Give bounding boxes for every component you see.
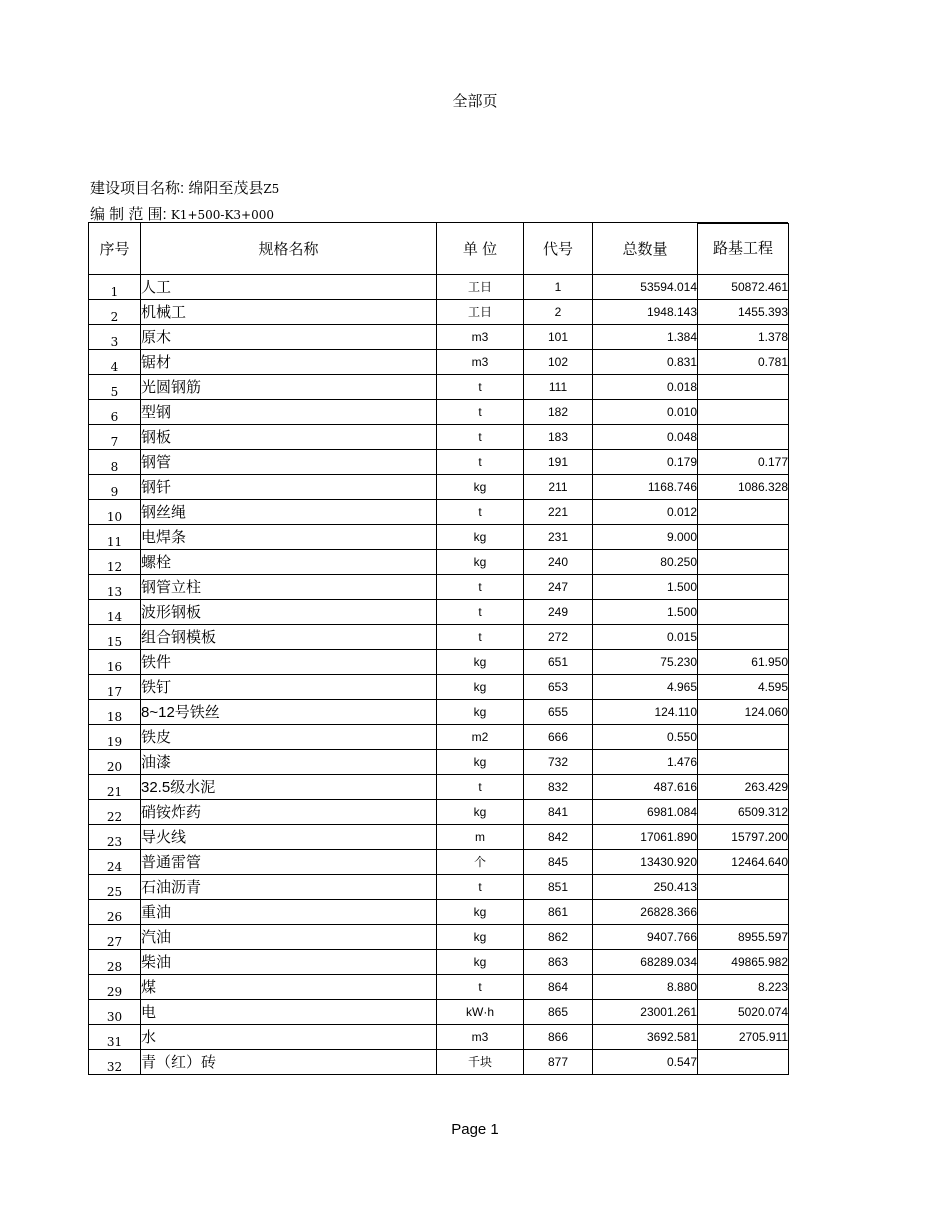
row-roadbed: 1455.393 — [698, 299, 789, 324]
row-code: 863 — [524, 949, 593, 974]
row-no: 14 — [89, 599, 141, 624]
table-row — [89, 624, 789, 649]
row-code: 240 — [524, 549, 593, 574]
row-roadbed — [698, 374, 789, 399]
row-name: 铁皮 — [141, 724, 437, 749]
table-row — [89, 349, 789, 374]
table-row — [89, 874, 789, 899]
row-code: 2 — [524, 299, 593, 324]
row-unit: 工日 — [437, 274, 524, 299]
table-row — [89, 699, 789, 724]
row-code: 651 — [524, 649, 593, 674]
row-roadbed: 8955.597 — [698, 924, 789, 949]
table-row — [89, 949, 789, 974]
table-row — [89, 849, 789, 874]
table-row — [89, 999, 789, 1024]
row-unit: t — [437, 574, 524, 599]
table-row — [89, 1024, 789, 1049]
table-row — [89, 374, 789, 399]
row-roadbed: 50872.461 — [698, 274, 789, 299]
row-roadbed: 8.223 — [698, 974, 789, 999]
row-roadbed: 4.595 — [698, 674, 789, 699]
row-no: 18 — [89, 699, 141, 724]
row-unit: kg — [437, 474, 524, 499]
row-no: 4 — [89, 349, 141, 374]
row-unit: kg — [437, 949, 524, 974]
row-unit: t — [437, 774, 524, 799]
row-total: 9407.766 — [593, 924, 698, 949]
scope-line — [90, 203, 274, 224]
row-no: 31 — [89, 1024, 141, 1049]
table-header-row — [89, 223, 789, 275]
row-total: 9.000 — [593, 524, 698, 549]
row-code: 102 — [524, 349, 593, 374]
row-code: 249 — [524, 599, 593, 624]
row-total: 0.015 — [593, 624, 698, 649]
row-total: 80.250 — [593, 549, 698, 574]
row-name: 型钢 — [141, 399, 437, 424]
row-name: 钢板 — [141, 424, 437, 449]
scope-label: 编 制 范 围: — [90, 206, 171, 223]
row-unit: t — [437, 599, 524, 624]
row-code: 653 — [524, 674, 593, 699]
row-total: 75.230 — [593, 649, 698, 674]
row-code: 866 — [524, 1024, 593, 1049]
row-code: 845 — [524, 849, 593, 874]
row-total: 13430.920 — [593, 849, 698, 874]
table-row — [89, 449, 789, 474]
row-unit: kg — [437, 924, 524, 949]
row-unit: kg — [437, 674, 524, 699]
table-row — [89, 749, 789, 774]
row-no: 5 — [89, 374, 141, 399]
row-code: 851 — [524, 874, 593, 899]
row-roadbed — [698, 424, 789, 449]
row-no: 30 — [89, 999, 141, 1024]
row-no: 26 — [89, 899, 141, 924]
col-header-name: 规格名称 — [141, 223, 437, 275]
project-value: Z5 — [263, 182, 280, 196]
table-row — [89, 924, 789, 949]
row-unit: t — [437, 874, 524, 899]
row-total: 1.476 — [593, 749, 698, 774]
row-unit: kg — [437, 699, 524, 724]
page-header: 全部页 — [452, 93, 498, 110]
table-row — [89, 274, 789, 299]
row-unit: kW·h — [437, 999, 524, 1024]
table-row — [89, 474, 789, 499]
row-total: 4.965 — [593, 674, 698, 699]
row-roadbed: 12464.640 — [698, 849, 789, 874]
row-roadbed: 61.950 — [698, 649, 789, 674]
table-row — [89, 1049, 789, 1074]
row-total: 53594.014 — [593, 274, 698, 299]
row-code: 1 — [524, 274, 593, 299]
row-name: 铁钉 — [141, 674, 437, 699]
row-total: 0.012 — [593, 499, 698, 524]
row-total: 0.179 — [593, 449, 698, 474]
row-name: 32.5级水泥 — [141, 774, 437, 799]
col-header-roadbed-cell — [698, 223, 789, 275]
row-total: 1948.143 — [593, 299, 698, 324]
row-unit: kg — [437, 799, 524, 824]
row-unit: kg — [437, 549, 524, 574]
row-code: 221 — [524, 499, 593, 524]
row-name: 普通雷管 — [141, 849, 437, 874]
row-total: 3692.581 — [593, 1024, 698, 1049]
row-unit: m3 — [437, 324, 524, 349]
row-no: 6 — [89, 399, 141, 424]
row-unit: m3 — [437, 1024, 524, 1049]
row-roadbed: 0.781 — [698, 349, 789, 374]
col-header-unit: 单 位 — [437, 223, 524, 275]
row-unit: m3 — [437, 349, 524, 374]
scope-value: K1+500-K3+000 — [170, 208, 275, 222]
row-no: 13 — [89, 574, 141, 599]
row-roadbed — [698, 574, 789, 599]
row-code: 272 — [524, 624, 593, 649]
row-no: 10 — [89, 499, 141, 524]
row-name: 水 — [141, 1024, 437, 1049]
row-roadbed: 124.060 — [698, 699, 789, 724]
row-no: 1 — [89, 274, 141, 299]
row-roadbed — [698, 899, 789, 924]
row-name: 油漆 — [141, 749, 437, 774]
row-code: 732 — [524, 749, 593, 774]
row-roadbed: 15797.200 — [698, 824, 789, 849]
row-roadbed: 1086.328 — [698, 474, 789, 499]
row-roadbed — [698, 599, 789, 624]
project-label: 建设项目名称: 绵阳至茂县 — [90, 180, 264, 197]
row-code: 841 — [524, 799, 593, 824]
row-no: 24 — [89, 849, 141, 874]
row-no: 29 — [89, 974, 141, 999]
row-total: 487.616 — [593, 774, 698, 799]
row-code: 862 — [524, 924, 593, 949]
row-unit: t — [437, 974, 524, 999]
table-row — [89, 599, 789, 624]
table-row — [89, 499, 789, 524]
row-name: 硝铵炸药 — [141, 799, 437, 824]
row-name: 煤 — [141, 974, 437, 999]
row-name: 石油沥青 — [141, 874, 437, 899]
row-name: 钢管立柱 — [141, 574, 437, 599]
row-no: 9 — [89, 474, 141, 499]
row-total: 0.831 — [593, 349, 698, 374]
row-no: 2 — [89, 299, 141, 324]
row-unit: t — [437, 449, 524, 474]
row-unit: t — [437, 374, 524, 399]
row-unit: m — [437, 824, 524, 849]
table-row — [89, 574, 789, 599]
row-no: 20 — [89, 749, 141, 774]
row-name: 钢管 — [141, 449, 437, 474]
row-total: 0.018 — [593, 374, 698, 399]
row-roadbed — [698, 399, 789, 424]
row-name: 青（红）砖 — [141, 1049, 437, 1074]
row-roadbed — [698, 549, 789, 574]
row-roadbed: 6509.312 — [698, 799, 789, 824]
table-row — [89, 899, 789, 924]
row-total: 26828.366 — [593, 899, 698, 924]
row-name: 钢丝绳 — [141, 499, 437, 524]
row-name: 铁件 — [141, 649, 437, 674]
row-no: 23 — [89, 824, 141, 849]
row-name: 波形钢板 — [141, 599, 437, 624]
row-no: 12 — [89, 549, 141, 574]
row-code: 101 — [524, 324, 593, 349]
row-name: 柴油 — [141, 949, 437, 974]
row-code: 861 — [524, 899, 593, 924]
row-no: 11 — [89, 524, 141, 549]
page-footer: Page 1 — [451, 1121, 499, 1138]
table-row — [89, 399, 789, 424]
row-code: 231 — [524, 524, 593, 549]
row-unit: kg — [437, 749, 524, 774]
row-name: 人工 — [141, 274, 437, 299]
row-name: 光圆钢筋 — [141, 374, 437, 399]
row-no: 27 — [89, 924, 141, 949]
row-name: 重油 — [141, 899, 437, 924]
row-code: 111 — [524, 374, 593, 399]
row-roadbed: 263.429 — [698, 774, 789, 799]
table-row — [89, 424, 789, 449]
row-roadbed: 1.378 — [698, 324, 789, 349]
row-code: 832 — [524, 774, 593, 799]
row-total: 23001.261 — [593, 999, 698, 1024]
row-total: 1168.746 — [593, 474, 698, 499]
row-no: 21 — [89, 774, 141, 799]
row-code: 877 — [524, 1049, 593, 1074]
row-total: 0.547 — [593, 1049, 698, 1074]
row-total: 0.550 — [593, 724, 698, 749]
table-row — [89, 824, 789, 849]
row-total: 1.384 — [593, 324, 698, 349]
row-no: 8 — [89, 449, 141, 474]
table-row — [89, 974, 789, 999]
row-code: 183 — [524, 424, 593, 449]
row-total: 6981.084 — [593, 799, 698, 824]
row-code: 842 — [524, 824, 593, 849]
row-code: 247 — [524, 574, 593, 599]
row-name: 螺栓 — [141, 549, 437, 574]
row-no: 25 — [89, 874, 141, 899]
row-no: 7 — [89, 424, 141, 449]
row-total: 17061.890 — [593, 824, 698, 849]
row-no: 15 — [89, 624, 141, 649]
row-total: 68289.034 — [593, 949, 698, 974]
row-name: 电 — [141, 999, 437, 1024]
col-header-total: 总数量 — [593, 223, 698, 275]
table-row — [89, 674, 789, 699]
row-total: 1.500 — [593, 574, 698, 599]
row-roadbed — [698, 874, 789, 899]
table-row — [89, 324, 789, 349]
row-unit: 工日 — [437, 299, 524, 324]
row-name: 原木 — [141, 324, 437, 349]
row-unit: t — [437, 424, 524, 449]
row-roadbed: 0.177 — [698, 449, 789, 474]
row-unit: m2 — [437, 724, 524, 749]
row-roadbed — [698, 624, 789, 649]
row-code: 666 — [524, 724, 593, 749]
table-row — [89, 799, 789, 824]
row-code: 655 — [524, 699, 593, 724]
row-roadbed — [698, 499, 789, 524]
row-code: 865 — [524, 999, 593, 1024]
row-no: 17 — [89, 674, 141, 699]
table-row — [89, 649, 789, 674]
row-roadbed — [698, 524, 789, 549]
row-total: 8.880 — [593, 974, 698, 999]
row-no: 32 — [89, 1049, 141, 1074]
row-name: 汽油 — [141, 924, 437, 949]
materials-table — [88, 222, 789, 1075]
row-roadbed: 49865.982 — [698, 949, 789, 974]
row-no: 19 — [89, 724, 141, 749]
row-unit: 千块 — [437, 1049, 524, 1074]
row-code: 864 — [524, 974, 593, 999]
project-name-line — [90, 177, 279, 198]
table-row — [89, 524, 789, 549]
row-roadbed — [698, 1049, 789, 1074]
row-total: 250.413 — [593, 874, 698, 899]
row-code: 211 — [524, 474, 593, 499]
row-code: 182 — [524, 399, 593, 424]
row-no: 22 — [89, 799, 141, 824]
row-no: 16 — [89, 649, 141, 674]
row-total: 124.110 — [593, 699, 698, 724]
row-name: 导火线 — [141, 824, 437, 849]
table-row — [89, 774, 789, 799]
row-unit: 个 — [437, 849, 524, 874]
row-roadbed: 2705.911 — [698, 1024, 789, 1049]
row-unit: kg — [437, 649, 524, 674]
row-unit: kg — [437, 524, 524, 549]
row-name: 钢钎 — [141, 474, 437, 499]
row-unit: t — [437, 499, 524, 524]
table-row — [89, 724, 789, 749]
row-total: 0.048 — [593, 424, 698, 449]
table-row — [89, 549, 789, 574]
col-header-roadbed: 路基工程 — [698, 223, 788, 274]
row-name: 电焊条 — [141, 524, 437, 549]
row-total: 1.500 — [593, 599, 698, 624]
row-code: 191 — [524, 449, 593, 474]
col-header-no: 序号 — [89, 223, 141, 275]
row-name: 8~12号铁丝 — [141, 699, 437, 724]
row-roadbed — [698, 724, 789, 749]
row-name: 组合钢模板 — [141, 624, 437, 649]
table-row — [89, 299, 789, 324]
row-unit: kg — [437, 899, 524, 924]
row-name: 机械工 — [141, 299, 437, 324]
row-no: 28 — [89, 949, 141, 974]
row-no: 3 — [89, 324, 141, 349]
col-header-code: 代号 — [524, 223, 593, 275]
row-total: 0.010 — [593, 399, 698, 424]
row-unit: t — [437, 399, 524, 424]
row-name: 锯材 — [141, 349, 437, 374]
row-unit: t — [437, 624, 524, 649]
row-roadbed: 5020.074 — [698, 999, 789, 1024]
row-roadbed — [698, 749, 789, 774]
